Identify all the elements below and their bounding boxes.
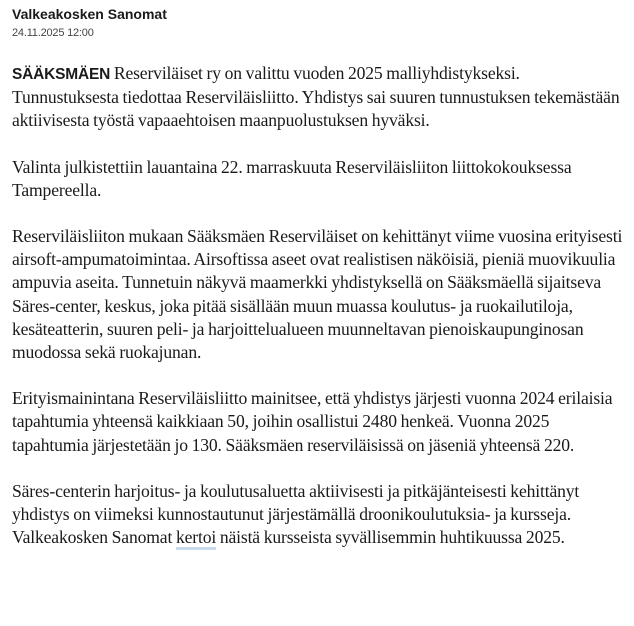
paragraph-3: Reserviläisliiton mukaan Sääksmäen Reserviläiset on kehittänyt viime vuosina erityisesti airsoft-ampumatoimintaa. Airsoftissa aseet ovat realistisen näköisiä, pieniä muovikuulia ampuvia aseita. Tunnetuin näkyvä maamerkki yhdistyksellä on Sääksmäellä sijaitseva Säres-center, keskus, joka pitää sisällään muun muassa koulutus- ja ruokailutiloja, kesäteatterin, suuren peli- ja harjoittelualueen muunneltavan pienoiskaupunginosan muodossa sekä ruokajunan. <box>12 226 623 363</box>
paragraph-4: Erityismainintana Reserviläisliitto mainitsee, että yhdistys järjesti vuonna 2024 erilaisia tapahtumia yhteensä kaikkiaan 50, joihin osallistui 2480 henkeä. Vuonna 2025 tapahtumia järjestetään jo 130. Sääksmäen reserviläisissä on jäseniä yhteensä 220. <box>12 388 613 455</box>
publish-date: 24.11.2025 12:00 <box>12 27 94 39</box>
paragraph-5-text-after: näistä kursseista syvällisemmin huhtikuussa 2025. <box>216 527 565 548</box>
article <box>12 4 628 572</box>
kertoi-link[interactable]: kertoi <box>176 527 216 550</box>
paragraph-2: Valinta julkistettiin lauantaina 22. marraskuuta Reserviläisliiton liittokokouksessa Tampereella. <box>12 156 572 200</box>
article-body <box>12 62 628 549</box>
source-name: Valkeakosken Sanomat <box>12 6 167 22</box>
paragraph-1 <box>12 62 628 133</box>
paragraph-1-text: Reserviläiset ry on valittu vuoden 2025 malliyhdistykseksi. Tunnustuksesta tiedottaa Reserviläisliitto. Yhdistys sai suuren tunnustuksen tekemästään aktiivisesta työstä vapaaehtoisen maanpuolustuksen hyväksi. <box>12 63 620 131</box>
paragraph-5 <box>12 480 628 550</box>
lead-word: SÄÄKSMÄEN <box>12 66 111 83</box>
paragraph-5-text-before: Säres-centerin harjoitus- ja koulutusaluetta aktiivisesti ja pitkäjänteisesti kehittänyt yhdistys on viimeksi kunnostautunut järjestämällä droonikoulutuksia- ja kursseja. Valkeakosken Sanomat <box>12 480 580 548</box>
